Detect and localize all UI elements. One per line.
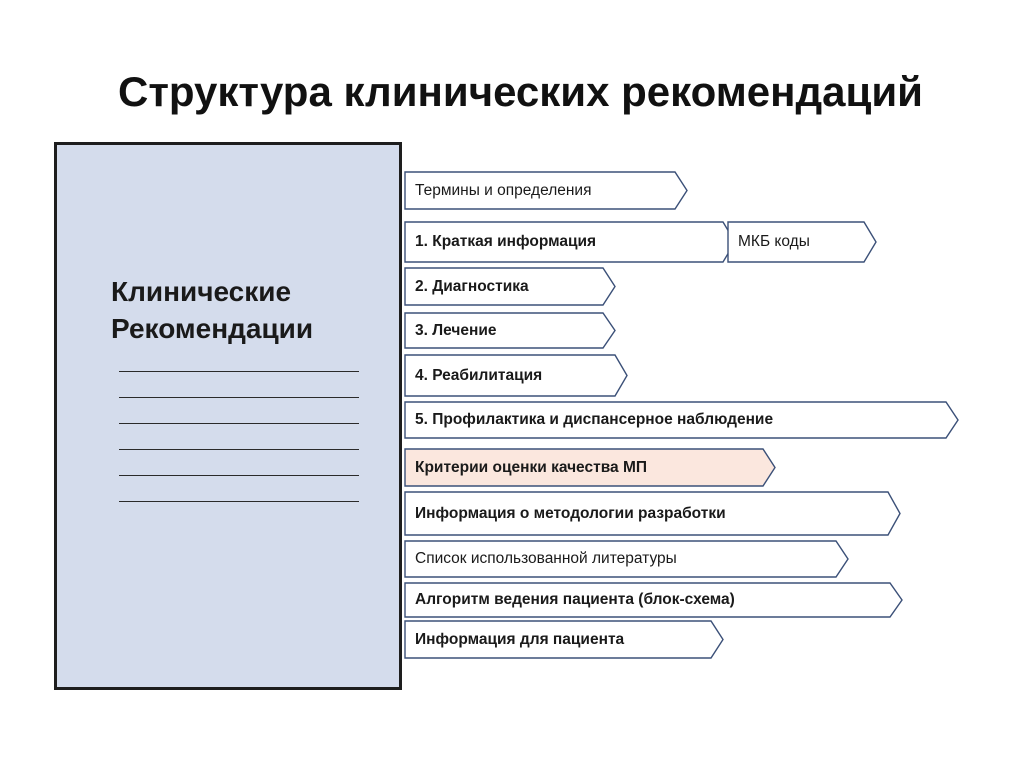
section-label-5: 5. Профилактика и диспансерное наблюдение (415, 411, 774, 428)
section-label-0: Термины и определения (415, 181, 592, 199)
document-title-line-2: Рекомендации (111, 313, 314, 344)
section-label-1: 1. Краткая информация (415, 233, 597, 250)
section-label-3: 3. Лечение (415, 321, 497, 339)
section-label-4: 4. Реабилитация (415, 366, 543, 384)
section-label-6: Критерии оценки качества МП (415, 458, 647, 476)
section-label-8: Список использованной литературы (415, 550, 677, 567)
section-label-7: Информация о методологии разработки (415, 504, 726, 522)
sub-section-label-0: МКБ коды (738, 233, 810, 250)
section-label-10: Информация для пациента (415, 630, 625, 648)
document-title-line-1: Клинические (111, 276, 292, 307)
section-label-2: 2. Диагностика (415, 277, 529, 295)
slide-title: Структура клинических рекомендаций (118, 68, 923, 115)
section-label-9: Алгоритм ведения пациента (блок-схема) (415, 591, 735, 608)
